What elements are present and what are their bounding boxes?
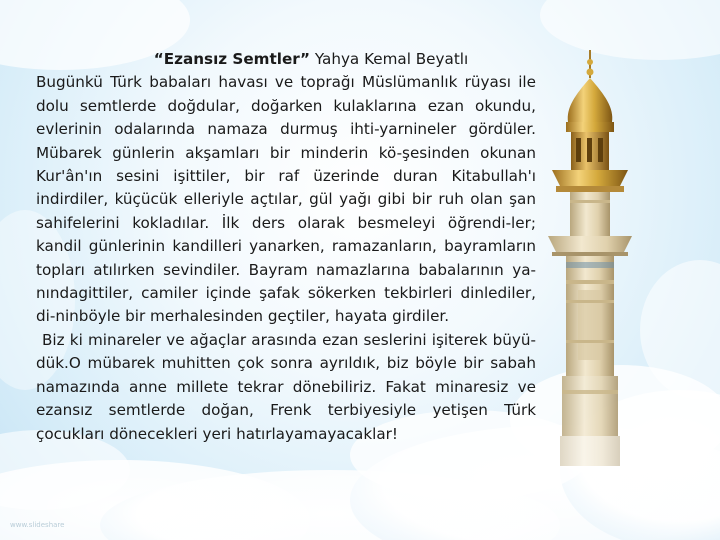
watermark: www.slideshare	[10, 521, 65, 529]
paragraph-1: Bugünkü Türk babaları havası ve toprağı Müslümanlık rüyası ile dolu semtlerde doğdular, doğarken kulaklarına ezan okundu, evlerinin odalarında namaza durmuş ihti-yarnineler gördüler. Mübarek günlerin akşamları bir minderin kö-şesinden okunan Kur'ân'ın sesini işittiler, bir raf üzerinde duran Kitabullah'ı indirdiler, küçücük elleriyle açtılar, gül yağı gibi bir ruh olan şan sahifelerini kokladılar. İlk ders olarak besmeleyi öğrendi-ler; kandil günlerinin kandilleri yanarken, ramazanların, bayramların topları atılırken sevindiler. Bayram namazlarına babalarının ya-nındagittiler, camiler içinde şafak sökerken tekbirleri dinlediler, di-ninböyle bir merhalesinden geçtiler, hayata girdiler.	[36, 73, 536, 326]
author: Yahya Kemal Beyatlı	[314, 50, 469, 68]
title-line	[36, 48, 536, 71]
article-text	[36, 48, 536, 446]
title: “Ezansız Semtler”	[153, 50, 310, 68]
paragraph-2: Biz ki minareler ve ağaçlar arasında ezan seslerini işiterek büyü-dük.O mübarek muhitten çok sonra ayrıldık, biz böyle bir sabah namazında anne millete tekrar dönebiliriz. Fakat minaresiz ve ezansız semtlerde doğan, Frenk terbiyesiyle yetişen Türk çocukları dönecekleri yeri hatırlayamayacaklar!	[36, 330, 536, 443]
